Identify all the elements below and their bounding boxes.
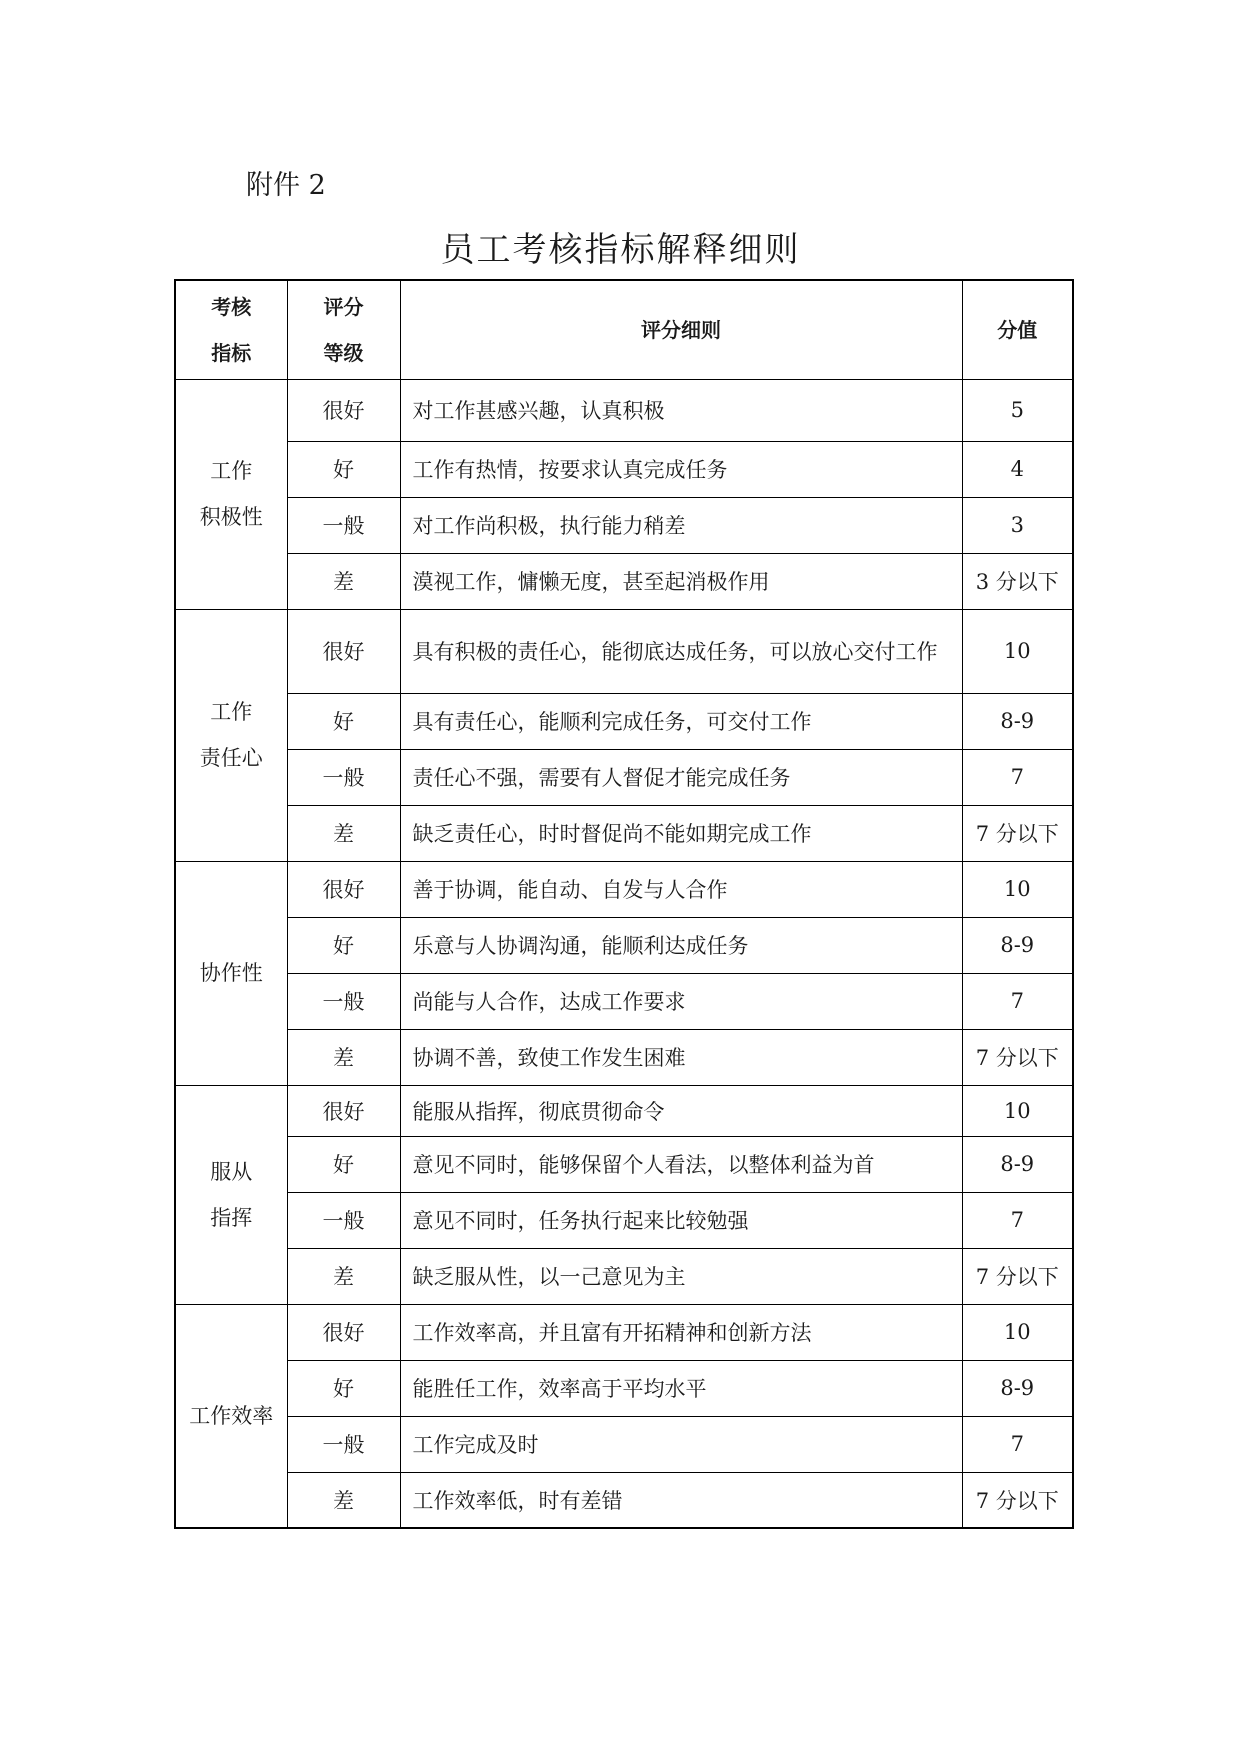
- score-cell: 7: [962, 1416, 1073, 1472]
- table-row: [175, 609, 1073, 693]
- detail-cell: 对工作尚积极，执行能力稍差: [400, 497, 962, 553]
- grade-cell: 好: [287, 693, 400, 749]
- score-cell: 7: [962, 749, 1073, 805]
- grade-cell: 差: [287, 1029, 400, 1085]
- detail-cell: 善于协调，能自动、自发与人合作: [400, 861, 962, 917]
- grade-cell: 一般: [287, 1416, 400, 1472]
- detail-cell: 缺乏责任心，时时督促尚不能如期完成工作: [400, 805, 962, 861]
- detail-cell: 尚能与人合作，达成工作要求: [400, 973, 962, 1029]
- score-cell: 4: [962, 441, 1073, 497]
- grade-cell: 差: [287, 1472, 400, 1528]
- table-row: [175, 1192, 1073, 1248]
- grade-cell: 一般: [287, 749, 400, 805]
- grade-cell: 差: [287, 805, 400, 861]
- table-row: [175, 1416, 1073, 1472]
- grade-cell: 好: [287, 1136, 400, 1192]
- grade-cell: 很好: [287, 1304, 400, 1360]
- indicator-cell: [175, 379, 287, 609]
- score-cell: 7 分以下: [962, 1472, 1073, 1528]
- indicator-line: 工作: [210, 700, 253, 724]
- score-cell: 5: [962, 379, 1073, 441]
- table-row: [175, 805, 1073, 861]
- table-row: [175, 693, 1073, 749]
- score-cell: 3 分以下: [962, 553, 1073, 609]
- grade-cell: 很好: [287, 379, 400, 441]
- indicator-line: 服从: [210, 1159, 253, 1184]
- table-row: [175, 861, 1073, 917]
- indicator-cell: [175, 1304, 287, 1528]
- indicator-line: 责任心: [199, 746, 263, 770]
- detail-cell: 工作完成及时: [400, 1416, 962, 1472]
- score-cell: 8-9: [962, 1136, 1073, 1192]
- indicator-cell: [175, 1085, 287, 1304]
- grade-cell: 很好: [287, 609, 400, 693]
- grade-cell: 很好: [287, 861, 400, 917]
- detail-cell: 意见不同时，能够保留个人看法，以整体利益为首: [400, 1136, 962, 1192]
- score-cell: 3: [962, 497, 1073, 553]
- score-cell: 8-9: [962, 1360, 1073, 1416]
- score-cell: 7: [962, 1192, 1073, 1248]
- indicator-line: 工作效率: [189, 1403, 274, 1428]
- header-score: 分值: [962, 280, 1073, 379]
- header-indicator: [175, 280, 287, 379]
- grade-cell: 一般: [287, 497, 400, 553]
- score-cell: 7 分以下: [962, 805, 1073, 861]
- header-indicator-line: 指标: [211, 340, 252, 365]
- detail-cell: 缺乏服从性，以一己意见为主: [400, 1248, 962, 1304]
- table-row: [175, 553, 1073, 609]
- detail-cell: 工作效率低，时有差错: [400, 1472, 962, 1528]
- detail-cell: 漠视工作，慵懒无度，甚至起消极作用: [400, 553, 962, 609]
- table-row: [175, 973, 1073, 1029]
- header-grade-line: 评分: [323, 294, 364, 319]
- score-cell: 7: [962, 973, 1073, 1029]
- score-cell: 8-9: [962, 693, 1073, 749]
- table-row: [175, 749, 1073, 805]
- score-cell: 8-9: [962, 917, 1073, 973]
- score-cell: 10: [962, 1085, 1073, 1136]
- score-cell: 10: [962, 609, 1073, 693]
- grade-cell: 好: [287, 441, 400, 497]
- indicator-line: 工作: [210, 459, 253, 483]
- indicator-line: 指挥: [210, 1205, 253, 1230]
- table-row: [175, 917, 1073, 973]
- detail-cell: 具有积极的责任心，能彻底达成任务，可以放心交付工作: [400, 609, 962, 693]
- document-title: 员工考核指标解释细则: [440, 230, 801, 270]
- header-grade-line: 等级: [323, 340, 364, 365]
- detail-cell: 乐意与人协调沟通，能顺利达成任务: [400, 917, 962, 973]
- indicator-line: 积极性: [199, 505, 263, 529]
- table-body: [175, 379, 1073, 1528]
- detail-cell: 能服从指挥，彻底贯彻命令: [400, 1085, 962, 1136]
- detail-cell: 意见不同时，任务执行起来比较勉强: [400, 1192, 962, 1248]
- table-row: [175, 379, 1073, 441]
- detail-cell: 具有责任心，能顺利完成任务，可交付工作: [400, 693, 962, 749]
- table-row: [175, 1029, 1073, 1085]
- header-indicator-line: 考核: [211, 294, 252, 319]
- grade-cell: 差: [287, 1248, 400, 1304]
- table-row: [175, 1472, 1073, 1528]
- indicator-line: 协作性: [199, 961, 263, 985]
- detail-cell: 工作效率高，并且富有开拓精神和创新方法: [400, 1304, 962, 1360]
- grade-cell: 好: [287, 1360, 400, 1416]
- grade-cell: 一般: [287, 973, 400, 1029]
- grade-cell: 差: [287, 553, 400, 609]
- header-grade: [287, 280, 400, 379]
- header-detail: 评分细则: [400, 280, 962, 379]
- score-cell: 10: [962, 1304, 1073, 1360]
- table-row: [175, 1085, 1073, 1136]
- table-row: [175, 1248, 1073, 1304]
- table-row: [175, 1136, 1073, 1192]
- detail-cell: 协调不善，致使工作发生困难: [400, 1029, 962, 1085]
- table-row: [175, 1304, 1073, 1360]
- indicator-cell: [175, 609, 287, 861]
- score-cell: 10: [962, 861, 1073, 917]
- table-row: [175, 1360, 1073, 1416]
- detail-cell: 对工作甚感兴趣，认真积极: [400, 379, 962, 441]
- grade-cell: 好: [287, 917, 400, 973]
- indicator-cell: [175, 861, 287, 1085]
- grade-cell: 一般: [287, 1192, 400, 1248]
- table-header-row: [175, 280, 1073, 379]
- table-row: [175, 441, 1073, 497]
- score-cell: 7 分以下: [962, 1029, 1073, 1085]
- detail-cell: 责任心不强，需要有人督促才能完成任务: [400, 749, 962, 805]
- attachment-label: 附件 2: [246, 170, 326, 201]
- detail-cell: 能胜任工作，效率高于平均水平: [400, 1360, 962, 1416]
- detail-cell: 工作有热情，按要求认真完成任务: [400, 441, 962, 497]
- table-row: [175, 497, 1073, 553]
- assessment-table: [174, 279, 1074, 1529]
- score-cell: 7 分以下: [962, 1248, 1073, 1304]
- grade-cell: 很好: [287, 1085, 400, 1136]
